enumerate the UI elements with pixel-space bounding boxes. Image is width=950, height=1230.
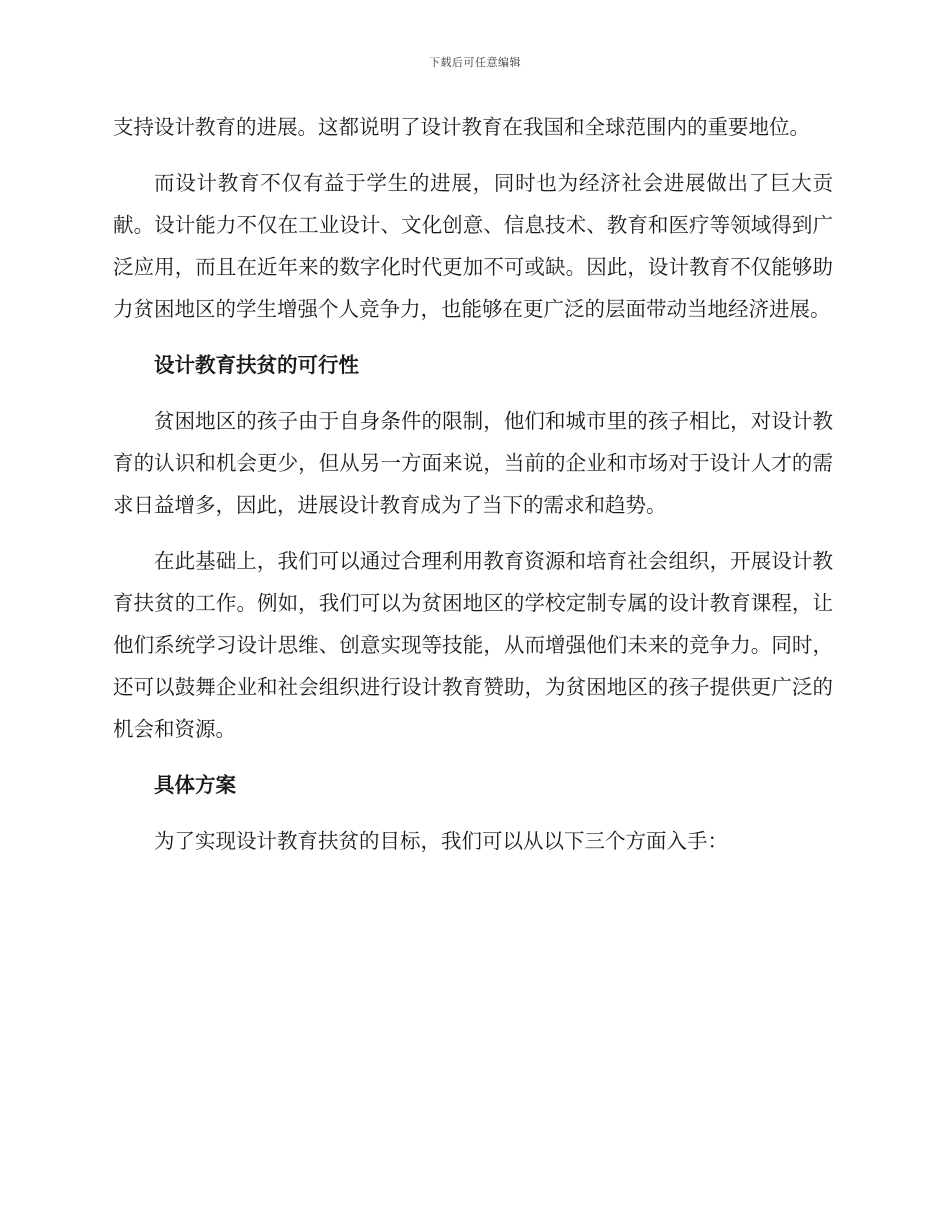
page-header: 下载后可任意编辑 (429, 56, 521, 69)
section-heading-plan: 具体方案 (154, 773, 236, 797)
document-body (113, 106, 833, 876)
paragraph-continuation: 支持设计教育的进展。这都说明了设计教育在我国和全球范围内的重要地位。 (113, 115, 810, 139)
paragraph-approach: 在此基础上，我们可以通过合理利用教育资源和培育社会组织，开展设计教育扶贫的工作。例如，我们可以为贫困地区的学校定制专属的设计教育课程，让他们系统学习设计思维、创意实现等技能，从而增强他们未来的竞争力。同时，还可以鼓舞企业和社会组织进行设计教育赞助，为贫困地区的孩子提供更广泛的机会和资源。 (113, 549, 833, 741)
paragraph-plan-intro: 为了实现设计教育扶贫的目标，我们可以从以下三个方面入手： (154, 829, 728, 853)
paragraph-contribution: 而设计教育不仅有益于学生的进展，同时也为经济社会进展做出了巨大贡献。设计能力不仅在工业设计、文化创意、信息技术、教育和医疗等领域得到广泛应用，而且在近年来的数字化时代更加不可或缺。因此，设计教育不仅能够助力贫困地区的学生增强个人竞争力，也能够在更广泛的层面带动当地经济进展。 (113, 171, 833, 321)
section-heading-feasibility: 设计教育扶贫的可行性 (154, 353, 359, 377)
paragraph-feasibility: 贫困地区的孩子由于自身条件的限制，他们和城市里的孩子相比，对设计教育的认识和机会更少，但从另一方面来说，当前的企业和市场对于设计人才的需求日益增多，因此，进展设计教育成为了当下的需求和趋势。 (113, 409, 833, 517)
